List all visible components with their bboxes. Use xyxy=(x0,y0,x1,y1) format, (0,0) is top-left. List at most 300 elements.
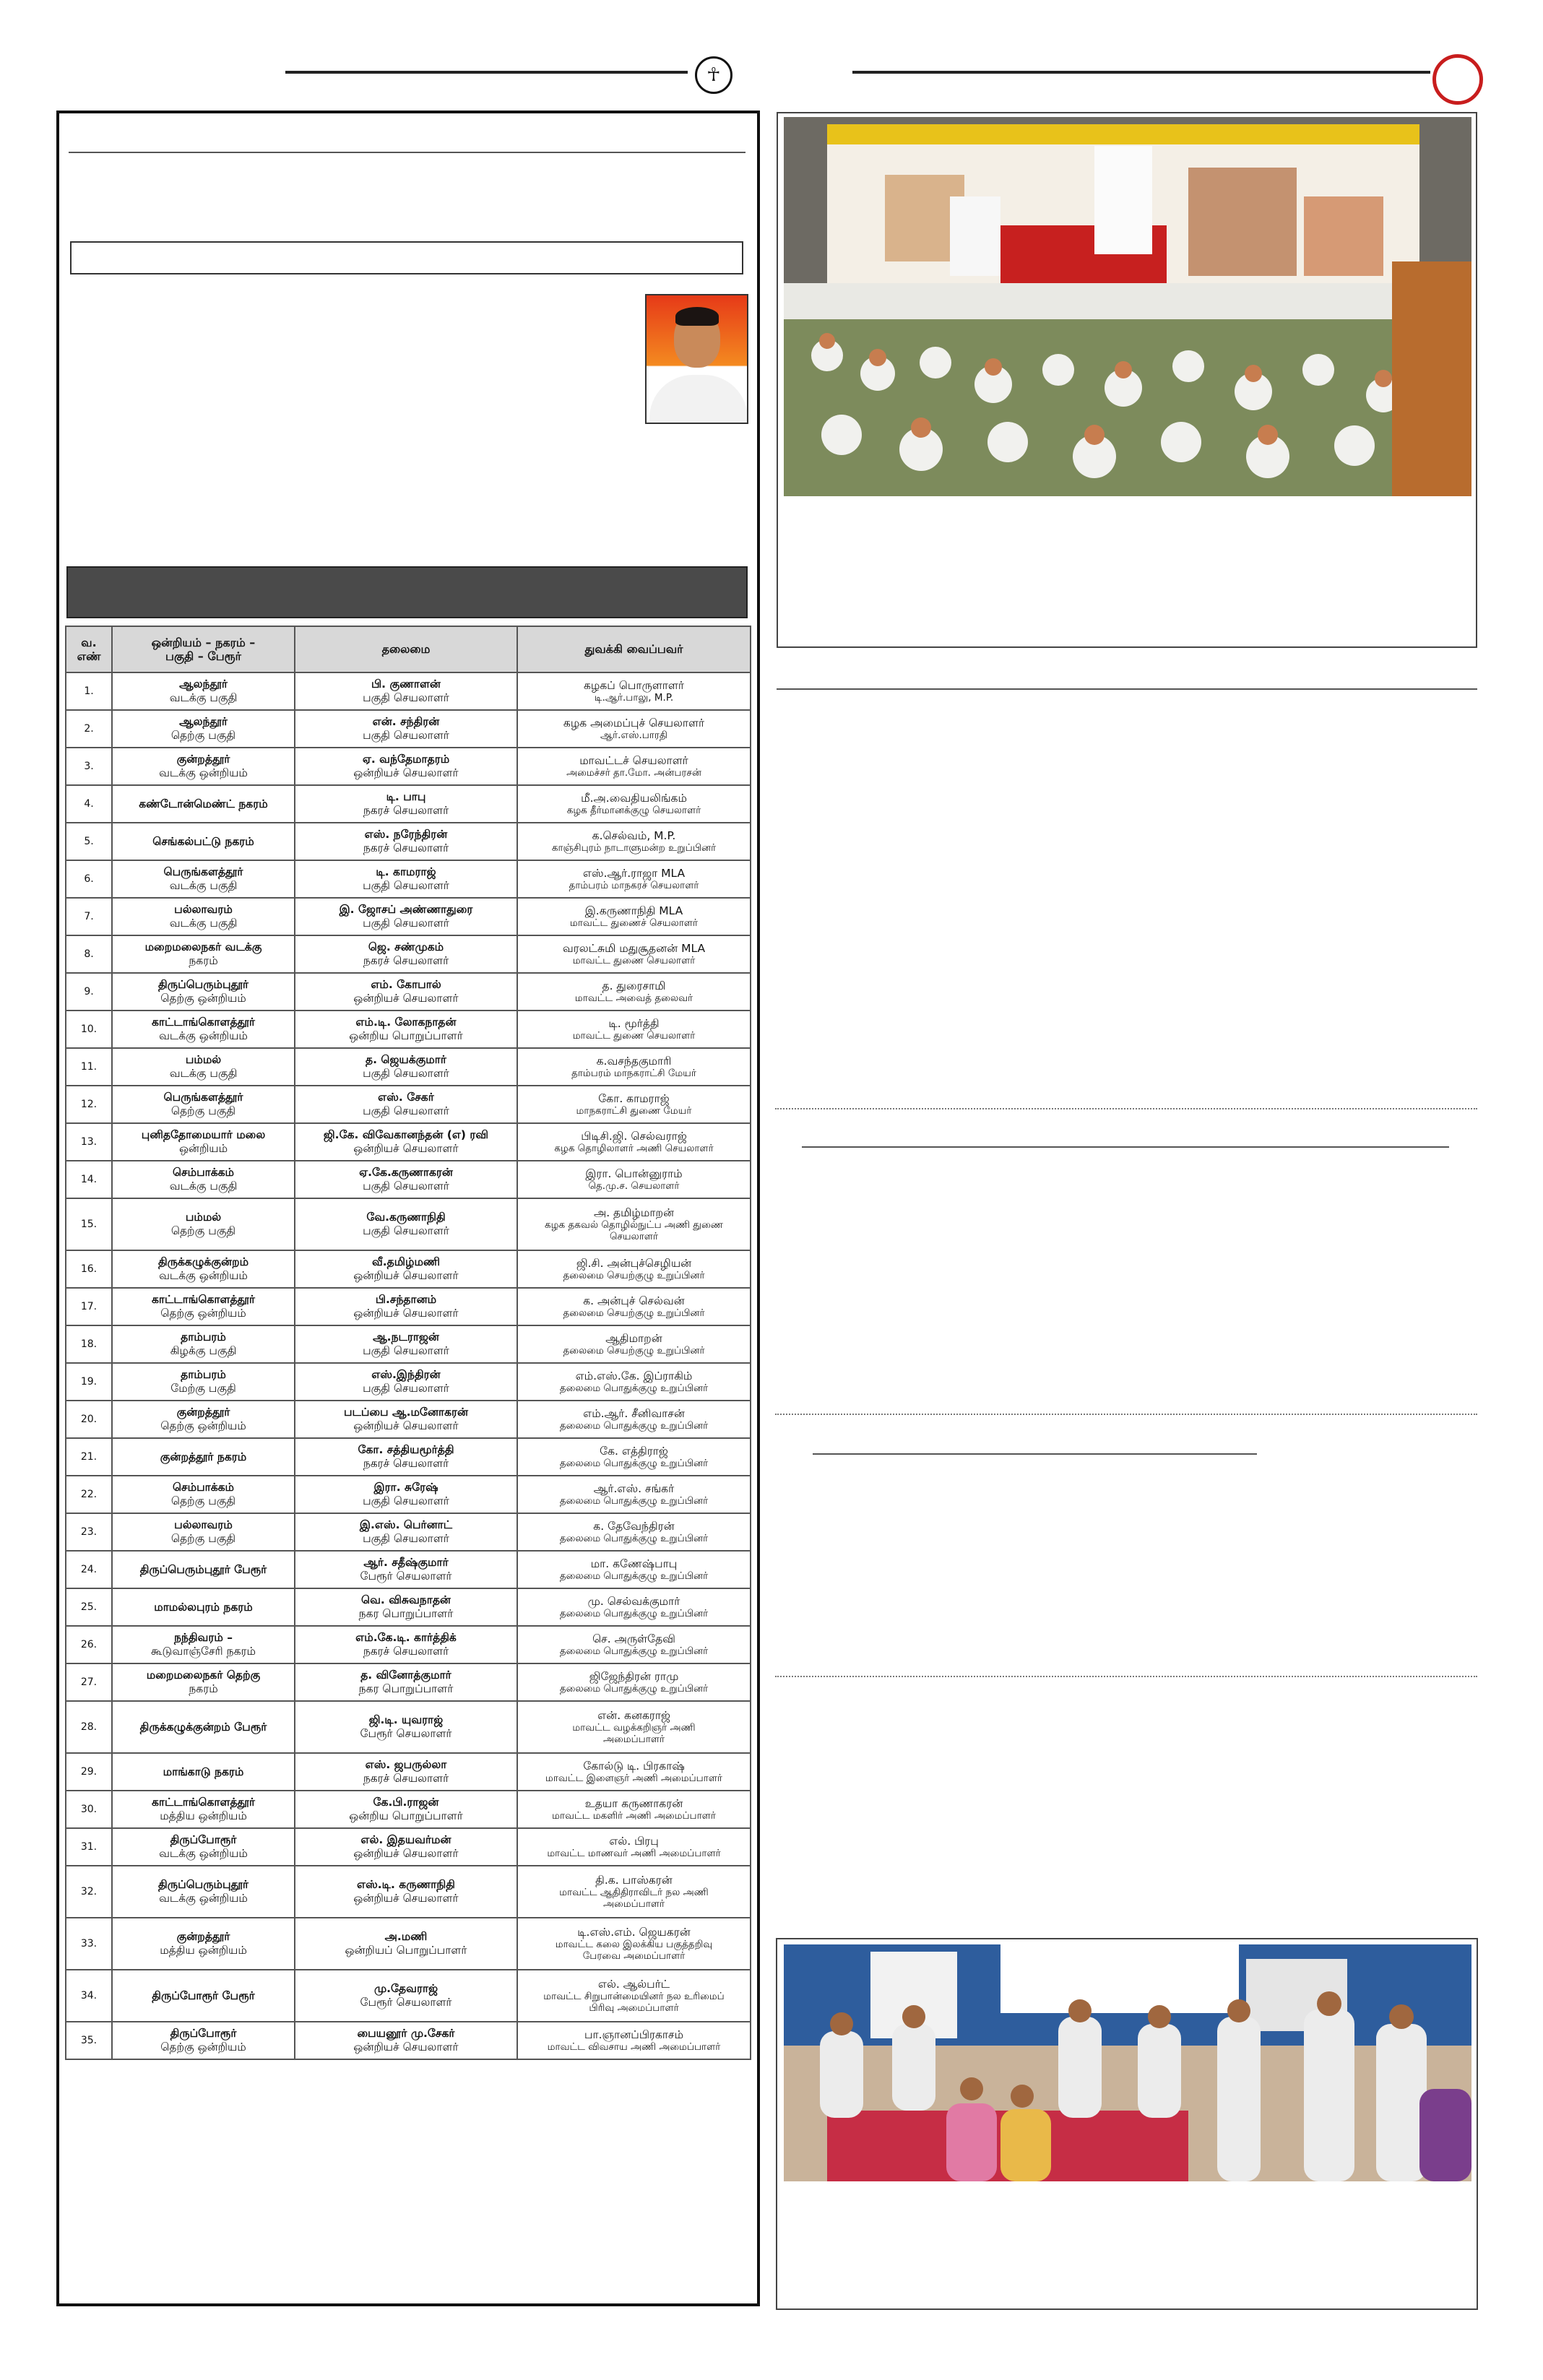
area-line: செங்கல்பட்டு நகரம் xyxy=(152,834,254,848)
area-line: தெற்கு பகுதி xyxy=(170,1224,236,1237)
table-row xyxy=(66,1753,751,1791)
row-number: 21. xyxy=(66,1438,112,1476)
open-line: தலைமை பொதுக்குழு உறுப்பினர் xyxy=(559,1495,709,1507)
open-line: த. துரைசாமி xyxy=(602,979,666,992)
table-row xyxy=(66,823,751,860)
lead-line: எஸ். சேகர் xyxy=(378,1091,434,1104)
table-row xyxy=(66,2022,751,2059)
row-number: 23. xyxy=(66,1513,112,1551)
open-line: ஆர்.எஸ். சங்கர் xyxy=(593,1481,675,1495)
area-line: காட்டாங்கொளத்தூர் xyxy=(152,1293,255,1307)
cell-lead xyxy=(295,1198,517,1250)
open-line: மாவட்ட ஆதிதிராவிடர் நல அணி xyxy=(559,1887,709,1899)
cell-area xyxy=(112,1011,295,1048)
open-line: கழக தொழிலாளர் அணி செயலாளர் xyxy=(554,1143,714,1155)
cell-lead xyxy=(295,1791,517,1828)
open-line: ஆர்.எஸ்.பாரதி xyxy=(600,730,667,742)
row-number: 4. xyxy=(66,785,112,823)
open-line: இ.கருணாநிதி MLA xyxy=(584,904,683,917)
cell-lead xyxy=(295,1476,517,1513)
table-row xyxy=(66,1086,751,1123)
dotted-divider-3 xyxy=(775,1676,1477,1677)
cell-open xyxy=(517,1250,751,1288)
lead-line: பகுதி செயலாளர் xyxy=(363,1224,449,1237)
row-number: 11. xyxy=(66,1048,112,1086)
cell-open xyxy=(517,1476,751,1513)
lead-line: ஒன்றியச் செயலாளர் xyxy=(353,1269,459,1282)
cell-lead xyxy=(295,1438,517,1476)
cell-lead xyxy=(295,785,517,823)
area-line: தெற்கு ஒன்றியம் xyxy=(160,1419,246,1432)
table-row xyxy=(66,1866,751,1918)
lead-line: ஆர். சதீஷ்குமார் xyxy=(363,1556,449,1570)
table-row xyxy=(66,1123,751,1161)
area-line: திருப்பெரும்புதூர் பேரூர் xyxy=(139,1562,267,1576)
table-row xyxy=(66,1198,751,1250)
cell-lead xyxy=(295,1161,517,1198)
cell-lead xyxy=(295,1588,517,1626)
cell-open xyxy=(517,1753,751,1791)
lead-line: ஜி.கே. விவேகானந்தன் (எ) ரவி xyxy=(323,1128,489,1142)
lead-line: ஒன்றியச் செயலாளர் xyxy=(353,1847,459,1860)
headline-rule xyxy=(69,152,745,153)
lead-line: நகரச் செயலாளர் xyxy=(363,804,449,817)
area-line: செம்பாக்கம் xyxy=(172,1166,235,1180)
table-row xyxy=(66,1626,751,1663)
open-line: கழக அமைப்புச் செயலாளர் xyxy=(563,716,705,730)
lead-line: எம்.டி. லோகநாதன் xyxy=(355,1016,457,1029)
col-header-lead: தலைமை xyxy=(295,626,517,672)
area-line: மாங்காடு நகரம் xyxy=(163,1765,244,1778)
cell-area xyxy=(112,860,295,898)
col-header-no: வ. எண் xyxy=(66,626,112,672)
open-line: அமைச்சர் தா.மோ. அன்பரசன் xyxy=(566,767,701,779)
lead-line: நகரச் செயலாளர் xyxy=(363,1772,449,1785)
row-number: 27. xyxy=(66,1663,112,1701)
table-row xyxy=(66,973,751,1011)
lead-line: ஒன்றியச் செயலாளர் xyxy=(353,1419,459,1432)
lead-line: நகர பொறுப்பாளர் xyxy=(358,1682,454,1695)
open-line: தலைமை பொதுக்குழு உறுப்பினர் xyxy=(559,1420,709,1432)
area-line: பல்லாவரம் xyxy=(174,1518,233,1532)
row-number: 18. xyxy=(66,1325,112,1363)
lead-line: பி. குணாளன் xyxy=(371,678,441,691)
table-row xyxy=(66,1161,751,1198)
open-line: செ. அருள்தேவி xyxy=(592,1632,675,1645)
area-line: கூடுவாஞ்சேரி நகரம் xyxy=(151,1645,256,1658)
cell-lead xyxy=(295,1011,517,1048)
cell-area xyxy=(112,1438,295,1476)
lead-line: பகுதி செயலாளர் xyxy=(363,1067,449,1080)
table-row xyxy=(66,1476,751,1513)
table-row xyxy=(66,1663,751,1701)
cell-open xyxy=(517,973,751,1011)
open-line: டி. மூர்த்தி xyxy=(608,1016,660,1030)
lead-line: த. ஜெயக்குமார் xyxy=(366,1053,446,1067)
open-line: கழகப் பொருளாளர் xyxy=(584,678,684,692)
row-number: 1. xyxy=(66,672,112,710)
open-line: மாவட்டச் செயலாளர் xyxy=(579,753,688,767)
elephant-logo-icon: ☥ xyxy=(695,56,732,94)
cell-area xyxy=(112,1086,295,1123)
area-line: திருப்போரூர் xyxy=(170,1833,237,1847)
headline-rule-3 xyxy=(813,1453,1257,1455)
open-line: மா. கணேஷ்பாபு xyxy=(590,1557,678,1570)
table-row xyxy=(66,1513,751,1551)
cell-lead xyxy=(295,1551,517,1588)
lead-line: எஸ். நரேந்திரன் xyxy=(364,828,448,841)
area-line: நந்திவரம் – xyxy=(173,1631,233,1645)
cell-open xyxy=(517,1288,751,1325)
row-number: 32. xyxy=(66,1866,112,1918)
subheading-box xyxy=(70,241,743,274)
open-line: அமைப்பாளர் xyxy=(602,1898,665,1911)
lead-line: எஸ். ஜபருல்லா xyxy=(365,1758,447,1772)
cell-lead xyxy=(295,710,517,748)
area-line: பம்மல் xyxy=(185,1211,222,1224)
row-number: 3. xyxy=(66,748,112,785)
table-header-row xyxy=(66,626,751,672)
open-line: டி.எஸ்.எம். ஜெயகரன் xyxy=(577,1925,691,1939)
open-line: பிடிசி.ஜி. செல்வராஜ் xyxy=(581,1129,687,1143)
cell-lead xyxy=(295,973,517,1011)
area-line: திருப்போரூர் பேரூர் xyxy=(152,1989,255,2002)
open-line: உதயா கருணாகரன் xyxy=(584,1796,683,1810)
lead-line: ஒன்றியச் செயலாளர் xyxy=(353,2041,459,2054)
open-line: மாவட்ட மாணவர் அணி அமைப்பாளர் xyxy=(547,1848,721,1860)
open-line: தலைமை பொதுக்குழு உறுப்பினர் xyxy=(559,1683,709,1695)
table-row xyxy=(66,1011,751,1048)
cell-area xyxy=(112,823,295,860)
row-number: 22. xyxy=(66,1476,112,1513)
cell-area xyxy=(112,1048,295,1086)
area-line: குன்றத்தூர் நகரம் xyxy=(160,1450,247,1463)
cell-lead xyxy=(295,748,517,785)
cell-lead xyxy=(295,898,517,935)
cell-open xyxy=(517,898,751,935)
area-line: மத்திய ஒன்றியம் xyxy=(160,1809,247,1822)
open-line: தலைமை செயற்குழு உறுப்பினர் xyxy=(563,1307,705,1320)
table-row xyxy=(66,1918,751,1970)
table-row xyxy=(66,1438,751,1476)
cell-open xyxy=(517,1918,751,1970)
open-line: கோல்டு டி. பிரகாஷ் xyxy=(583,1759,685,1773)
lead-line: எஸ்.இந்திரன் xyxy=(371,1368,441,1382)
cell-open xyxy=(517,1401,751,1438)
cell-open xyxy=(517,935,751,973)
lead-line: ஆ.நடராஜன் xyxy=(373,1330,439,1344)
cell-open xyxy=(517,1438,751,1476)
row-number: 12. xyxy=(66,1086,112,1123)
table-row xyxy=(66,1288,751,1325)
row-number: 17. xyxy=(66,1288,112,1325)
area-line: தெற்கு ஒன்றியம் xyxy=(160,992,246,1005)
area-line: தெற்கு ஒன்றியம் xyxy=(160,1307,246,1320)
open-line: மாவட்ட கலை இலக்கிய பகுத்தறிவு xyxy=(555,1939,713,1951)
cell-lead xyxy=(295,1513,517,1551)
area-line: ஆலந்தூர் xyxy=(179,715,228,729)
open-line: ஆதிமாறன் xyxy=(605,1331,662,1345)
lead-line: பி.சந்தானம் xyxy=(375,1293,437,1307)
open-line: பேரவை அமைப்பாளர் xyxy=(582,1950,686,1963)
area-line: பம்மல் xyxy=(185,1053,222,1067)
lead-line: அ.மணி xyxy=(384,1930,428,1944)
open-line: தலைமை பொதுக்குழு உறுப்பினர் xyxy=(559,1533,709,1545)
area-line: வடக்கு ஒன்றியம் xyxy=(159,1029,248,1042)
area-line: புனிததோமையார் மலை xyxy=(141,1128,266,1142)
cell-open xyxy=(517,1198,751,1250)
cell-open xyxy=(517,1970,751,2022)
table-row xyxy=(66,1325,751,1363)
open-line: எம்.எஸ்.கே. இப்ராகிம் xyxy=(575,1369,693,1382)
area-line: நகரம் xyxy=(189,954,218,967)
area-line: தெற்கு பகுதி xyxy=(170,729,236,742)
lead-line: படப்பை ஆ.மனோகரன் xyxy=(343,1406,469,1419)
cell-lead xyxy=(295,1626,517,1663)
cell-open xyxy=(517,2022,751,2059)
cell-open xyxy=(517,1701,751,1753)
cell-open xyxy=(517,710,751,748)
cell-area xyxy=(112,1161,295,1198)
open-line: தலைமை பொதுக்குழு உறுப்பினர் xyxy=(559,1645,709,1658)
cell-area xyxy=(112,1918,295,1970)
cell-lead xyxy=(295,1753,517,1791)
table-row xyxy=(66,785,751,823)
event-roster-table xyxy=(65,626,751,2060)
area-line: குன்றத்தூர் xyxy=(176,1930,230,1944)
lead-line: வீ.தமிழ்மணி xyxy=(371,1255,441,1269)
open-line: அமைப்பாளர் xyxy=(602,1734,665,1746)
cell-open xyxy=(517,1663,751,1701)
cell-area xyxy=(112,785,295,823)
event-photo-stage xyxy=(784,117,1471,496)
cell-open xyxy=(517,1048,751,1086)
area-line: கிழக்கு பகுதி xyxy=(170,1344,237,1357)
open-line: வரலட்சுமி மதுசூதனன் MLA xyxy=(562,941,706,955)
cell-lead xyxy=(295,672,517,710)
row-number: 8. xyxy=(66,935,112,973)
area-line: கண்டோன்மெண்ட் நகரம் xyxy=(139,797,268,810)
cell-area xyxy=(112,1626,295,1663)
column-divider-1 xyxy=(777,688,1477,690)
cell-lead xyxy=(295,2022,517,2059)
open-line: மாநகராட்சி துணை மேயர் xyxy=(576,1105,692,1117)
area-line: காட்டாங்கொளத்தூர் xyxy=(152,1796,255,1809)
lead-line: வெ. விசுவநாதன் xyxy=(361,1593,451,1607)
cell-open xyxy=(517,1588,751,1626)
lead-line: இ.எஸ். பெர்னாட் xyxy=(359,1518,453,1532)
table-row xyxy=(66,748,751,785)
lead-line: பகுதி செயலாளர் xyxy=(363,729,449,742)
lead-line: பேரூர் செயலாளர் xyxy=(360,1570,452,1583)
lead-line: ஒன்றியச் செயலாளர் xyxy=(353,766,459,779)
open-line: காஞ்சிபுரம் நாடாளுமன்ற உறுப்பினர் xyxy=(551,842,717,854)
lead-line: ஜி.டி. யுவராஜ் xyxy=(368,1713,444,1727)
cell-area xyxy=(112,1198,295,1250)
area-line: செம்பாக்கம் xyxy=(172,1481,235,1494)
area-line: ஆலந்தூர் xyxy=(179,678,228,691)
row-number: 31. xyxy=(66,1828,112,1866)
lead-line: பகுதி செயலாளர் xyxy=(363,1180,449,1193)
area-line: பல்லாவரம் xyxy=(174,903,233,917)
open-line: க. அன்புச் செல்வன் xyxy=(583,1294,685,1307)
open-line: தி.க. பாஸ்கரன் xyxy=(595,1873,673,1887)
area-line: வடக்கு ஒன்றியம் xyxy=(159,1847,248,1860)
open-line: மாவட்ட துணைச் செயலாளர் xyxy=(569,917,699,930)
cell-area xyxy=(112,1701,295,1753)
row-number: 30. xyxy=(66,1791,112,1828)
lead-line: பகுதி செயலாளர் xyxy=(363,1532,449,1545)
area-line: காட்டாங்கொளத்தூர் xyxy=(152,1016,255,1029)
cell-open xyxy=(517,672,751,710)
header-rule-right xyxy=(852,71,1430,74)
lead-line: பேரூர் செயலாளர் xyxy=(360,1727,452,1740)
area-line: தாம்பரம் xyxy=(181,1330,226,1344)
table-row xyxy=(66,1250,751,1288)
cell-area xyxy=(112,1250,295,1288)
open-line: மு. செல்வக்குமார் xyxy=(587,1594,680,1608)
cell-lead xyxy=(295,935,517,973)
lead-line: த. வினோத்குமார் xyxy=(360,1669,451,1682)
table-row xyxy=(66,1401,751,1438)
cell-lead xyxy=(295,823,517,860)
cell-lead xyxy=(295,1970,517,2022)
table-row xyxy=(66,1048,751,1086)
open-line: அ. தமிழ்மாறன் xyxy=(593,1206,675,1219)
headline-rule-2 xyxy=(802,1146,1449,1148)
open-line: கே. எத்திராஜ் xyxy=(600,1444,668,1458)
row-number: 34. xyxy=(66,1970,112,2022)
cell-area xyxy=(112,1663,295,1701)
lead-line: வே.கருணாநிதி xyxy=(366,1211,446,1224)
lead-line: டி. பாபு xyxy=(386,790,426,804)
lead-line: எம்.கே.டி. கார்த்திக் xyxy=(355,1631,457,1645)
cell-open xyxy=(517,1161,751,1198)
area-line: திருப்பெரும்புதூர் xyxy=(158,1878,248,1892)
open-line: மீ.அ.வைதியலிங்கம் xyxy=(581,791,687,805)
lead-line: இ. ஜோசப் அண்ணாதுரை xyxy=(339,903,473,917)
open-line: மாவட்ட துணை செயலாளர் xyxy=(572,955,696,967)
table-row xyxy=(66,1701,751,1753)
cell-area xyxy=(112,710,295,748)
lead-line: பகுதி செயலாளர் xyxy=(363,1494,449,1507)
open-line: தலைமை பொதுக்குழு உறுப்பினர் xyxy=(559,1608,709,1620)
cell-lead xyxy=(295,1363,517,1401)
open-line: மாவட்ட மகளிர் அணி அமைப்பாளர் xyxy=(552,1810,716,1822)
cell-lead xyxy=(295,1288,517,1325)
open-line: தாம்பரம் மாநகரச் செயலாளர் xyxy=(569,880,699,892)
open-line: ஜிஜேந்திரன் ராமு xyxy=(589,1669,679,1683)
open-line: மாவட்ட வழக்கறிஞர் அணி xyxy=(572,1722,696,1734)
col-header-open: துவக்கி வைப்பவர் xyxy=(517,626,751,672)
open-line: மாவட்ட விவசாய அணி அமைப்பாளர் xyxy=(547,2041,721,2054)
row-number: 14. xyxy=(66,1161,112,1198)
table-row xyxy=(66,860,751,898)
lead-line: ஒன்றியப் பொறுப்பாளர் xyxy=(345,1944,467,1957)
open-line: தலைமை பொதுக்குழு உறுப்பினர் xyxy=(559,1570,709,1583)
lead-line: நகரச் செயலாளர் xyxy=(363,954,449,967)
lead-line: மு.தேவராஜ் xyxy=(373,1982,438,1996)
row-number: 10. xyxy=(66,1011,112,1048)
cell-lead xyxy=(295,1048,517,1086)
area-line: மத்திய ஒன்றியம் xyxy=(160,1944,247,1957)
row-number: 20. xyxy=(66,1401,112,1438)
cell-area xyxy=(112,1401,295,1438)
area-line: மாமல்லபுரம் நகரம் xyxy=(154,1600,253,1614)
table-row xyxy=(66,935,751,973)
lead-line: நகரச் செயலாளர் xyxy=(363,1457,449,1470)
open-line: தலைமை செயற்குழு உறுப்பினர் xyxy=(563,1345,705,1357)
open-line: எம்.ஆர். சீனிவாசன் xyxy=(583,1406,685,1420)
area-line: நகரம் xyxy=(189,1682,218,1695)
open-line: பிரிவு அமைப்பாளர் xyxy=(589,2002,679,2015)
open-line: மாவட்ட சிறுபான்மையினர் நல உரிமைப் xyxy=(543,1991,725,2003)
table-row xyxy=(66,1828,751,1866)
area-line: தெற்கு ஒன்றியம் xyxy=(160,2041,246,2054)
lead-line: பகுதி செயலாளர் xyxy=(363,879,449,892)
open-line: தெ.மு.ச. செயலாளர் xyxy=(588,1180,680,1193)
cell-open xyxy=(517,1866,751,1918)
open-line: க.வசந்தகுமாரி xyxy=(596,1054,672,1068)
open-line: தலைமை பொதுக்குழு உறுப்பினர் xyxy=(559,1382,709,1395)
lead-line: டி. காமராஜ் xyxy=(376,865,436,879)
area-line: வடக்கு பகுதி xyxy=(169,917,238,930)
cell-area xyxy=(112,1123,295,1161)
area-line: குன்றத்தூர் xyxy=(176,1406,230,1419)
lead-line: பேரூர் செயலாளர் xyxy=(360,1996,452,2009)
cell-area xyxy=(112,1828,295,1866)
area-line: மேற்கு பகுதி xyxy=(170,1382,236,1395)
cell-open xyxy=(517,1123,751,1161)
open-line: கோ. காமராஜ் xyxy=(598,1091,670,1105)
cell-open xyxy=(517,860,751,898)
cell-lead xyxy=(295,1918,517,1970)
cell-area xyxy=(112,1363,295,1401)
cell-area xyxy=(112,898,295,935)
area-line: தாம்பரம் xyxy=(181,1368,226,1382)
table-row xyxy=(66,1363,751,1401)
cell-lead xyxy=(295,1086,517,1123)
area-line: குன்றத்தூர் xyxy=(176,753,230,766)
cell-lead xyxy=(295,1701,517,1753)
row-number: 13. xyxy=(66,1123,112,1161)
cell-lead xyxy=(295,1250,517,1288)
area-line: வடக்கு பகுதி xyxy=(169,1067,238,1080)
table-row xyxy=(66,898,751,935)
area-line: வடக்கு ஒன்றியம் xyxy=(159,766,248,779)
page-number-circle xyxy=(1432,54,1483,105)
lead-line: எஸ்.டி. கருணாநிதி xyxy=(357,1878,455,1892)
cell-open xyxy=(517,785,751,823)
cell-lead xyxy=(295,1828,517,1866)
open-line: எஸ்.ஆர்.ராஜா MLA xyxy=(582,866,686,880)
open-line: எல். பிரபு xyxy=(609,1834,659,1848)
open-line: மாவட்ட துணை செயலாளர் xyxy=(572,1030,696,1042)
open-line: தாம்பரம் மாநகராட்சி மேயர் xyxy=(571,1068,696,1080)
row-number: 9. xyxy=(66,973,112,1011)
lead-line: ஏ. வந்தேமாதரம் xyxy=(362,753,450,766)
lead-line: ஒன்றியச் செயலாளர் xyxy=(353,992,459,1005)
open-line: தலைமை பொதுக்குழு உறுப்பினர் xyxy=(559,1458,709,1470)
table-row xyxy=(66,1791,751,1828)
cell-area xyxy=(112,1866,295,1918)
lead-line: பையனூர் மு.சேகர் xyxy=(357,2027,455,2041)
lead-line: என். சந்திரன் xyxy=(372,715,440,729)
area-line: தெற்கு பகுதி xyxy=(170,1104,236,1117)
cell-area xyxy=(112,2022,295,2059)
table-row xyxy=(66,710,751,748)
row-number: 35. xyxy=(66,2022,112,2059)
